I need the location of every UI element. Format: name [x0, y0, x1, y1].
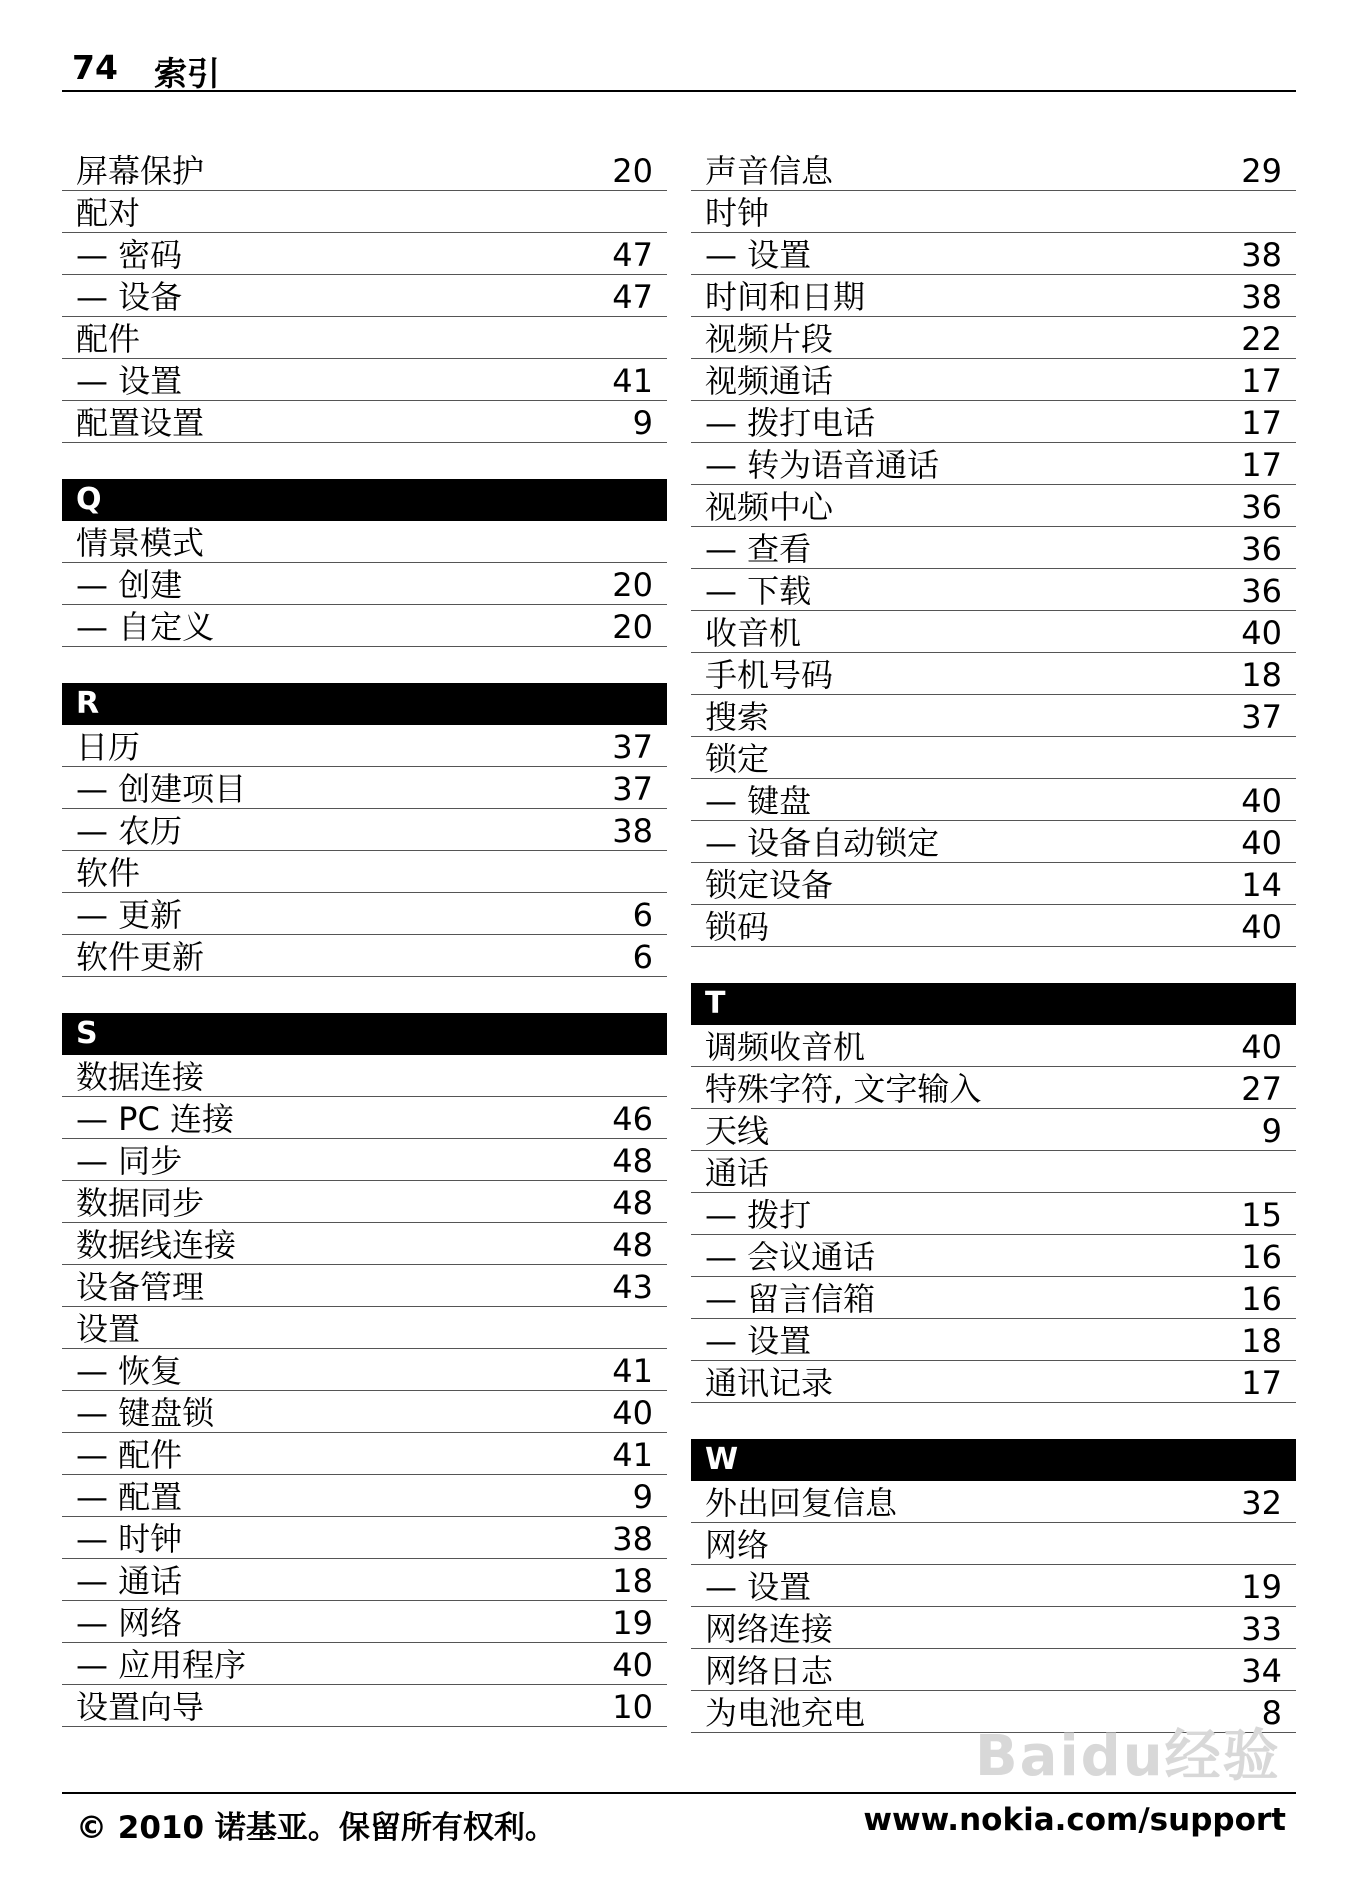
index-entry: [62, 275, 667, 317]
index-entry: [691, 443, 1296, 485]
index-entry: [691, 275, 1296, 317]
entry-page-number: 18: [612, 1562, 653, 1600]
support-url[interactable]: www.nokia.com/support: [863, 1802, 1286, 1838]
entry-page-number: 29: [1241, 152, 1282, 190]
entry-label: — 配置: [76, 1478, 183, 1516]
index-entry: [691, 1025, 1296, 1067]
entry-page-number: 10: [612, 1688, 653, 1726]
entry-page-number: 9: [632, 404, 653, 442]
baidu-watermark: Baidu经验: [975, 1724, 1281, 1789]
entry-label: 通话: [705, 1154, 770, 1192]
index-entry: [62, 1307, 667, 1349]
entry-label: — 配件: [76, 1436, 183, 1474]
index-entry: [691, 401, 1296, 443]
entry-label: — 农历: [76, 812, 183, 850]
entry-label: 情景模式: [76, 524, 205, 562]
entry-label: — 通话: [76, 1562, 183, 1600]
index-entry: [62, 359, 667, 401]
entry-label: — 下载: [705, 572, 812, 610]
index-entry: [691, 1067, 1296, 1109]
entry-label: — 同步: [76, 1142, 183, 1180]
entry-page-number: 41: [612, 362, 653, 400]
entry-label: 锁码: [705, 908, 770, 946]
entry-label: — 留言信箱: [705, 1280, 876, 1318]
copyright-notice: © 2010 诺基亚。保留所有权利。: [76, 1810, 556, 1846]
index-entry: [62, 605, 667, 647]
entry-page-number: 36: [1241, 530, 1282, 568]
index-entry: [691, 1481, 1296, 1523]
page-footer: [62, 1792, 1296, 1850]
entry-page-number: 16: [1241, 1238, 1282, 1276]
entry-page-number: 37: [612, 770, 653, 808]
entry-label: — 键盘: [705, 782, 812, 820]
entry-page-number: 9: [1261, 1112, 1282, 1150]
index-entry: [62, 1223, 667, 1265]
index-entry: [62, 1097, 667, 1139]
index-entry: [62, 893, 667, 935]
entry-page-number: 43: [612, 1268, 653, 1306]
entry-page-number: 41: [612, 1436, 653, 1474]
index-entry: [62, 317, 667, 359]
entry-page-number: 37: [612, 728, 653, 766]
entry-label: 设置向导: [76, 1688, 205, 1726]
index-entry: [691, 1649, 1296, 1691]
page-header: [62, 48, 1296, 92]
entry-label: — 创建项目: [76, 770, 247, 808]
entry-label: — 更新: [76, 896, 183, 934]
entry-page-number: 38: [612, 812, 653, 850]
entry-label: 软件更新: [76, 938, 205, 976]
entry-label: 视频通话: [705, 362, 834, 400]
index-entry: [62, 1181, 667, 1223]
entry-page-number: 17: [1241, 1364, 1282, 1402]
index-entry: [62, 1391, 667, 1433]
index-entry: [691, 1523, 1296, 1565]
entry-label: 特殊字符, 文字输入: [705, 1070, 982, 1108]
entry-page-number: 20: [612, 152, 653, 190]
entry-label: 收音机: [705, 614, 802, 652]
section-heading: W: [691, 1439, 1296, 1481]
index-entry: [691, 611, 1296, 653]
entry-label: 为电池充电: [705, 1694, 866, 1732]
index-entry: [62, 1601, 667, 1643]
entry-label: — 会议通话: [705, 1238, 876, 1276]
entry-label: 时间和日期: [705, 278, 866, 316]
entry-page-number: 19: [1241, 1568, 1282, 1606]
index-entry: [62, 935, 667, 977]
index-entry: [62, 767, 667, 809]
entry-page-number: 32: [1241, 1484, 1282, 1522]
entry-page-number: 40: [1241, 824, 1282, 862]
entry-page-number: 40: [1241, 782, 1282, 820]
entry-page-number: 6: [632, 938, 653, 976]
entry-page-number: 46: [612, 1100, 653, 1138]
section-heading: S: [62, 1013, 667, 1055]
entry-label: — 设置: [705, 236, 812, 274]
index-entry: [62, 563, 667, 605]
entry-label: — 设置: [705, 1568, 812, 1606]
entry-label: 数据同步: [76, 1184, 205, 1222]
entry-page-number: 40: [612, 1394, 653, 1432]
entry-page-number: 19: [612, 1604, 653, 1642]
entry-page-number: 37: [1241, 698, 1282, 736]
index-entry: [691, 1193, 1296, 1235]
entry-label: — 设置: [76, 362, 183, 400]
index-entry: [691, 149, 1296, 191]
index-entry: [691, 1319, 1296, 1361]
page-title: 索引: [154, 54, 220, 93]
entry-label: — 网络: [76, 1604, 183, 1642]
entry-label: — 拨打电话: [705, 404, 876, 442]
entry-label: 配对: [76, 194, 141, 232]
entry-page-number: 47: [612, 278, 653, 316]
index-entry: [691, 1235, 1296, 1277]
index-entry: [691, 527, 1296, 569]
index-entry: [691, 737, 1296, 779]
entry-label: 网络连接: [705, 1610, 834, 1648]
entry-page-number: 22: [1241, 320, 1282, 358]
index-entry: [691, 233, 1296, 275]
index-entry: [691, 317, 1296, 359]
entry-label: 搜索: [705, 698, 770, 736]
index-entry: [62, 1643, 667, 1685]
index-entry: [62, 1265, 667, 1307]
entry-label: — 设置: [705, 1322, 812, 1360]
index-entry: [691, 1565, 1296, 1607]
index-entry: [691, 191, 1296, 233]
entry-label: — 拨打: [705, 1196, 812, 1234]
entry-label: — 应用程序: [76, 1646, 247, 1684]
entry-page-number: 40: [1241, 1028, 1282, 1066]
index-entry: [62, 149, 667, 191]
entry-label: 配置设置: [76, 404, 205, 442]
index-entry: [691, 653, 1296, 695]
entry-label: 网络日志: [705, 1652, 834, 1690]
section-heading: Q: [62, 479, 667, 521]
entry-page-number: 40: [1241, 908, 1282, 946]
entry-page-number: 34: [1241, 1652, 1282, 1690]
index-entry: [691, 863, 1296, 905]
entry-page-number: 20: [612, 566, 653, 604]
index-entry: [62, 809, 667, 851]
index-entry: [691, 359, 1296, 401]
entry-page-number: 14: [1241, 866, 1282, 904]
entry-label: 通讯记录: [705, 1364, 834, 1402]
entry-label: 视频片段: [705, 320, 834, 358]
entry-page-number: 48: [612, 1184, 653, 1222]
entry-label: 视频中心: [705, 488, 834, 526]
entry-page-number: 36: [1241, 572, 1282, 610]
index-entry: [691, 905, 1296, 947]
index-entry: [62, 1139, 667, 1181]
entry-page-number: 47: [612, 236, 653, 274]
index-entry: [62, 725, 667, 767]
index-entry: [62, 233, 667, 275]
entry-label: 网络: [705, 1526, 770, 1564]
index-entry: [62, 191, 667, 233]
entry-label: 锁定设备: [705, 866, 834, 904]
index-entry: [691, 1607, 1296, 1649]
entry-page-number: 18: [1241, 1322, 1282, 1360]
entry-label: 数据连接: [76, 1058, 205, 1096]
entry-page-number: 16: [1241, 1280, 1282, 1318]
entry-page-number: 27: [1241, 1070, 1282, 1108]
entry-page-number: 15: [1241, 1196, 1282, 1234]
index-entry: [62, 1433, 667, 1475]
index-column-left: [62, 149, 667, 1727]
entry-label: — 查看: [705, 530, 812, 568]
entry-page-number: 33: [1241, 1610, 1282, 1648]
entry-label: — 恢复: [76, 1352, 183, 1390]
entry-label: — 转为语音通话: [705, 446, 940, 484]
index-entry: [62, 1517, 667, 1559]
index-entry: [691, 1361, 1296, 1403]
index-entry: [62, 1559, 667, 1601]
entry-label: — 创建: [76, 566, 183, 604]
index-entry: [691, 779, 1296, 821]
entry-label: — PC 连接: [76, 1100, 234, 1138]
entry-label: 手机号码: [705, 656, 834, 694]
entry-label: 数据线连接: [76, 1226, 237, 1264]
page-number: 74: [72, 48, 118, 87]
entry-label: — 设备自动锁定: [705, 824, 940, 862]
entry-label: — 设备: [76, 278, 183, 316]
entry-page-number: 8: [1261, 1694, 1282, 1732]
index-entry: [691, 485, 1296, 527]
entry-label: 设备管理: [76, 1268, 205, 1306]
index-entry: [691, 1277, 1296, 1319]
entry-label: 屏幕保护: [76, 152, 205, 190]
entry-page-number: 38: [1241, 236, 1282, 274]
entry-page-number: 41: [612, 1352, 653, 1390]
section-heading: R: [62, 683, 667, 725]
entry-page-number: 40: [612, 1646, 653, 1684]
entry-page-number: 17: [1241, 362, 1282, 400]
index-entry: [62, 401, 667, 443]
entry-label: — 时钟: [76, 1520, 183, 1558]
index-entry: [62, 1685, 667, 1727]
entry-page-number: 38: [1241, 278, 1282, 316]
index-entry: [62, 1475, 667, 1517]
entry-page-number: 36: [1241, 488, 1282, 526]
entry-page-number: 18: [1241, 656, 1282, 694]
entry-label: 设置: [76, 1310, 141, 1348]
index-entry: [691, 1109, 1296, 1151]
entry-page-number: 48: [612, 1142, 653, 1180]
entry-page-number: 48: [612, 1226, 653, 1264]
index-entry: [691, 569, 1296, 611]
entry-label: 软件: [76, 854, 141, 892]
index-entry: [62, 851, 667, 893]
index-entry: [62, 1055, 667, 1097]
section-heading: T: [691, 983, 1296, 1025]
entry-page-number: 9: [632, 1478, 653, 1516]
index-entry: [691, 695, 1296, 737]
entry-label: 声音信息: [705, 152, 834, 190]
entry-label: 调频收音机: [705, 1028, 866, 1066]
index-column-right: [691, 149, 1296, 1733]
index-entry: [62, 1349, 667, 1391]
entry-label: 外出回复信息: [705, 1484, 898, 1522]
entry-page-number: 17: [1241, 446, 1282, 484]
entry-label: 锁定: [705, 740, 770, 778]
index-entry: [691, 821, 1296, 863]
entry-label: — 自定义: [76, 608, 215, 646]
entry-label: — 键盘锁: [76, 1394, 215, 1432]
entry-label: 天线: [705, 1112, 770, 1150]
entry-label: — 密码: [76, 236, 183, 274]
entry-page-number: 38: [612, 1520, 653, 1558]
entry-label: 日历: [76, 728, 141, 766]
entry-page-number: 20: [612, 608, 653, 646]
entry-page-number: 17: [1241, 404, 1282, 442]
entry-page-number: 6: [632, 896, 653, 934]
entry-label: 时钟: [705, 194, 770, 232]
index-entry: [691, 1151, 1296, 1193]
index-entry: [62, 521, 667, 563]
entry-label: 配件: [76, 320, 141, 358]
entry-page-number: 40: [1241, 614, 1282, 652]
